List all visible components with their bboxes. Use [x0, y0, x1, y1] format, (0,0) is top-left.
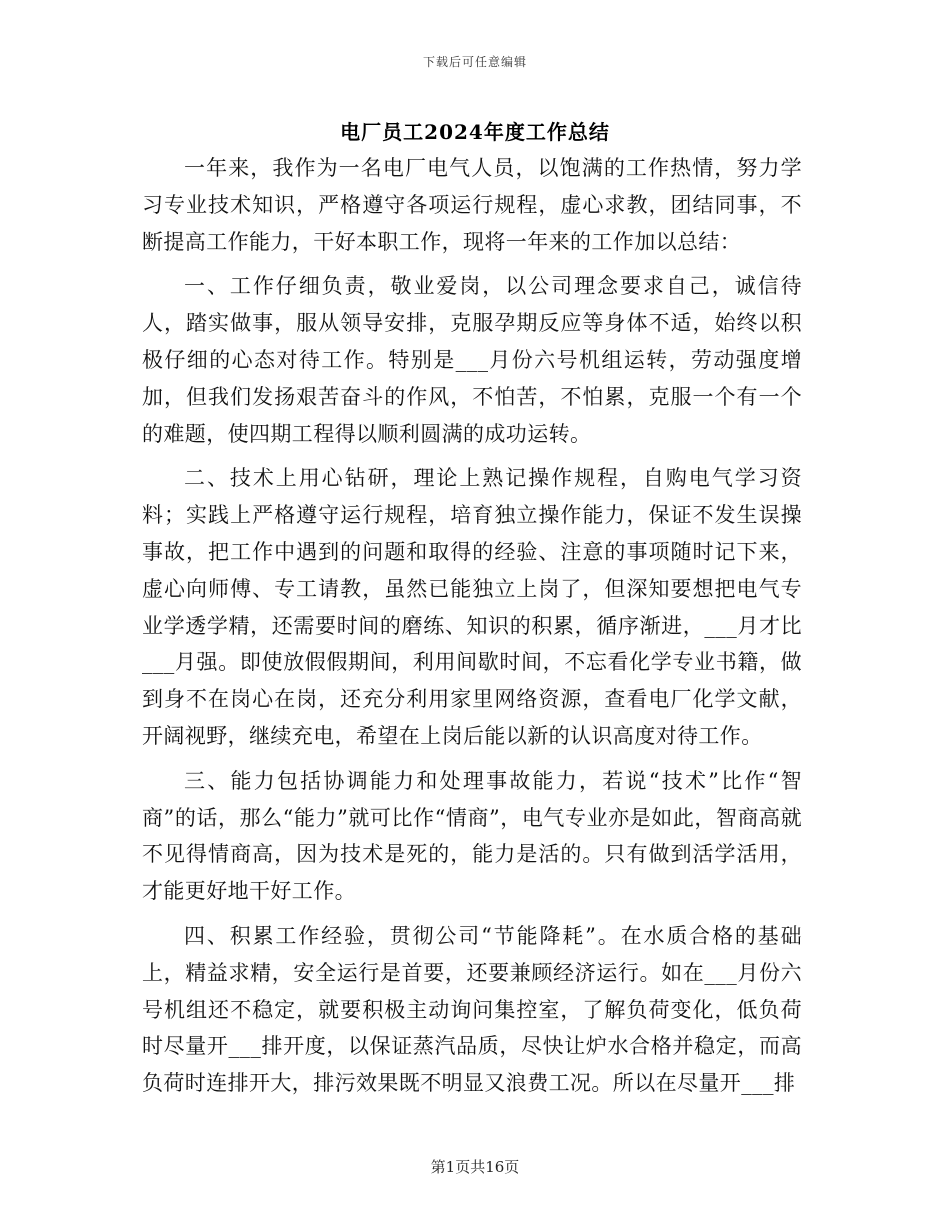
paragraph-intro: 一年来，我作为一名电厂电气人员，以饱满的工作热情，努力学习专业技术知识，严格遵守各项运行规程，虚心求教，团结同事，不断提高工作能力，干好本职工作，现将一年来的工作加以总结： — [142, 156, 802, 254]
page-number: 第1页共16页 — [430, 1158, 520, 1176]
paragraph-section-1: 一、工作仔细负责，敬业爱岗，以公司理念要求自己，诚信待人，踏实做事，服从领导安排，克服孕期反应等身体不适，始终以积极仔细的心态对待工作。特别是___月份六号机组运转，劳动强度增加，但我们发扬艰苦奋斗的作风，不怕苦，不怕累，克服一个有一个的难题，使四期工程得以顺利圆满的成功运转。 — [142, 274, 802, 446]
document-body — [142, 150, 802, 1102]
paragraph-section-3: 三、能力包括协调能力和处理事故能力，若说“技术”比作“智商”的话，那么“能力”就可比作“情商”，电气专业亦是如此，智商高就不见得情商高，因为技术是死的，能力是活的。只有做到活学活用，才能更好地干好工作。 — [142, 768, 802, 904]
paragraph-section-4: 四、积累工作经验，贯彻公司“节能降耗”。在水质合格的基础上，精益求精，安全运行是首要，还要兼顾经济运行。如在___月份六号机组还不稳定，就要积极主动询问集控室，了解负荷变化，低负荷时尽量开___排开度，以保证蒸汽品质，尽快让炉水合格并稳定，而高负荷时连排开大，排污效果既不明显又浪费工况。所以在尽量开___排 — [142, 923, 802, 1096]
document-title: 电厂员工2024年度工作总结 — [340, 120, 610, 144]
page-header-note: 下载后可任意编辑 — [422, 55, 527, 69]
paragraph-section-2: 二、技术上用心钻研，理论上熟记操作规程，自购电气学习资料；实践上严格遵守运行规程，培育独立操作能力，保证不发生误操事故，把工作中遇到的问题和取得的经验、注意的事项随时记下来，虚心向师傅、专工请教，虽然已能独立上岗了，但深知要想把电气专业学透学精，还需要时间的磨练、知识的积累，循序渐进，___月才比___月强。即使放假假期间，利用间歇时间，不忘看化学专业书籍，做到身不在岗心在岗，还充分利用家里网络资源，查看电厂化学文献，开阔视野，继续充电，希望在上岗后能以新的认识高度对待工作。 — [142, 466, 802, 748]
